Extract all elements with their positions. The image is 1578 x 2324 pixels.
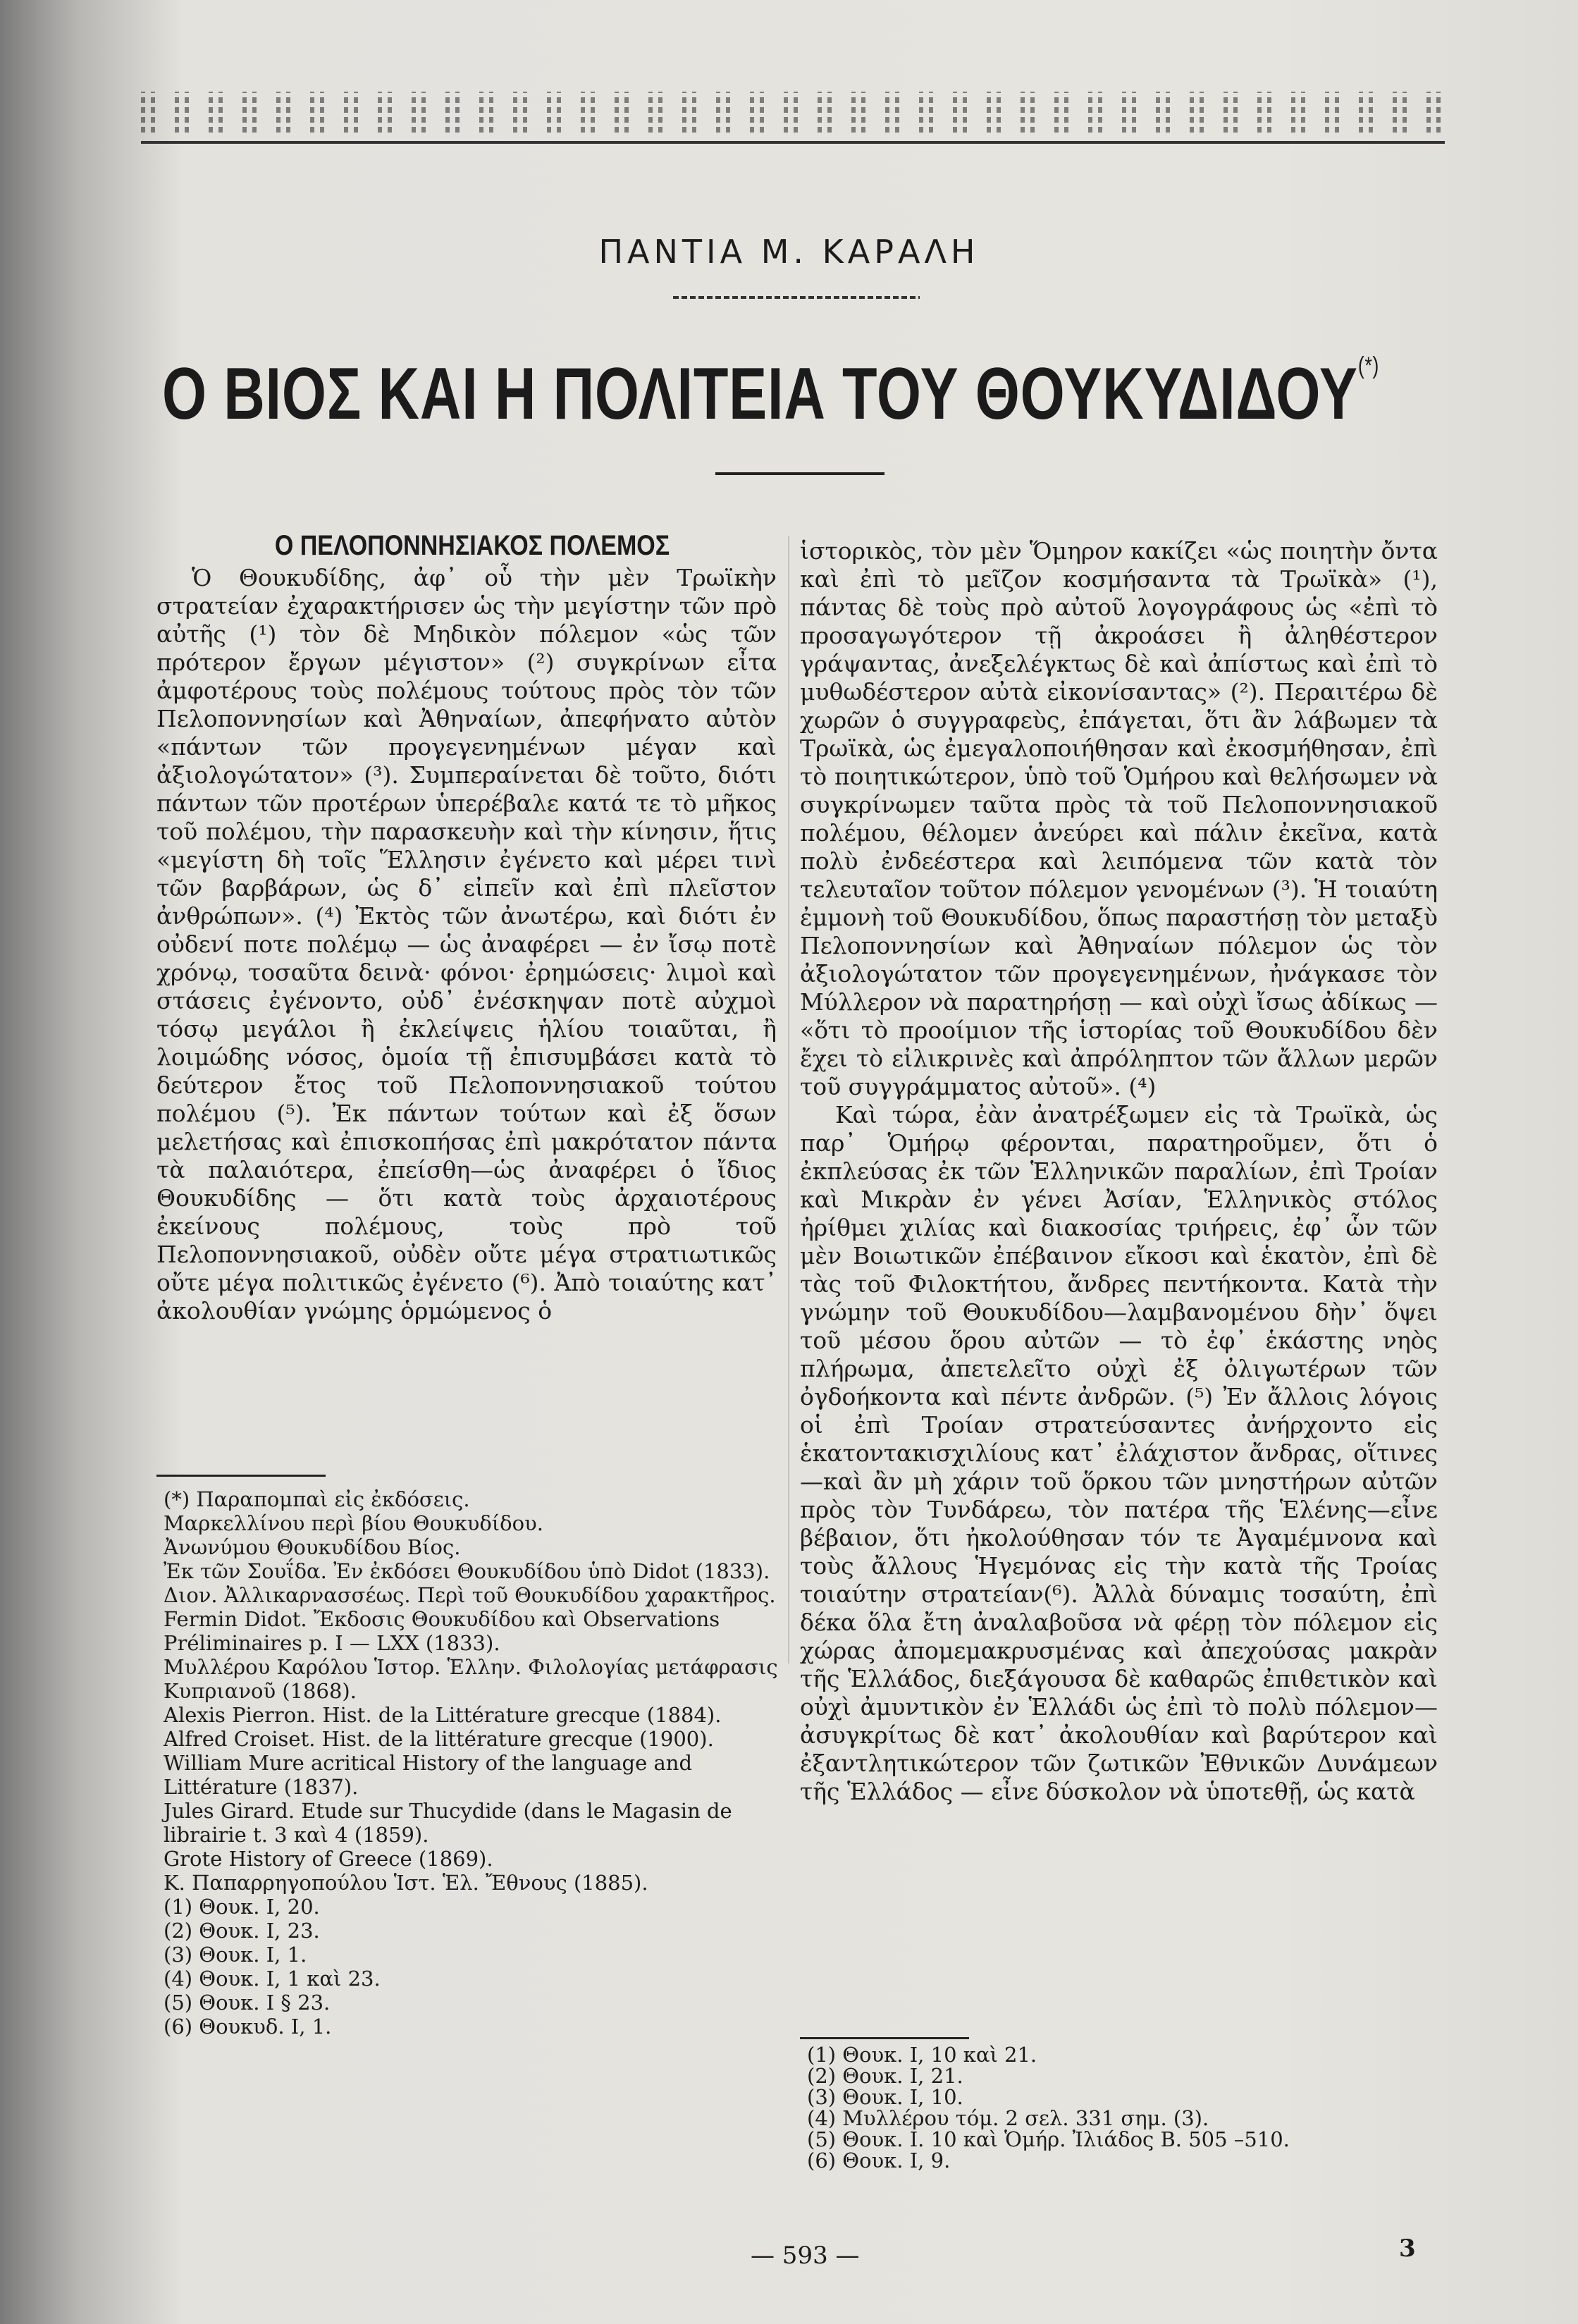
footnote: (1) Θουκ. I, 20. — [164, 1895, 320, 1919]
footnote: Fermin Didot. Ἔκδοσις Θουκυδίδου καὶ Observations Préliminaires p. I — LXX (1833). — [164, 1607, 720, 1655]
footnote: Grote History of Greece (1869). — [164, 1847, 493, 1871]
column-divider — [788, 536, 789, 1664]
author-name: ΠΑΝΤΙΑ Μ. ΚΑΡΑΛΗ — [598, 233, 980, 271]
footnote: (6) Θουκυδ. I, 1. — [164, 2015, 332, 2039]
right-paragraph-2: Καὶ τώρα, ἐὰν ἀνατρέξωμεν εἰς τὰ Τρωϊκὰ, ὡς παρ᾽ Ὁμήρῳ φέρονται, παρατηροῦμεν, ὅτι ὁ ἐκπλεύσας ἐκ τῶν Ἑλληνικῶν παραλίων, ἐπὶ Τροίαν καὶ Μικρὰν ἐν γένει Ἀσίαν, Ἑλληνικὸς στόλος ἠρίθμει χιλίας καὶ διακοσίας τριήρεις, ἐφ᾽ ὧν τῶν μὲν Βοιωτικῶν ἐπέβαινον εἴκοσι καὶ ἑκατὸν, ἐπὶ δὲ τὰς τοῦ Φιλοκτήτου, ἄνδρες πεντήκοντα. Κατὰ τὴν γνώμην τοῦ Θουκυδίδου—λαμβανομένου δὴν᾽ ὅψει τοῦ μέσου ὅρου αὐτῶν — τὸ ἐφ᾽ ἑκάστης νηὸς πλήρωμα, ἀπετελεῖτο οὐχὶ ἐξ ὀλιγωτέρων τῶν ὀγδοήκοντα καὶ πέντε ἀνδρῶν. (⁵) Ἐν ἄλλοις λόγοις οἱ ἐπὶ Τροίαν στρατεύσαντες ἀνήρχοντο εἰς ἑκατοντακισχιλίους κατ᾽ ἐλάχιστον ἄνδρας, οἵτινες—καὶ ἂν μὴ χάριν τοῦ ὅρκου τῶν μνηστήρων αὐτῶν πρὸς τὸν Τυνδάρεω, τὸν πατέρα τῆς Ἑλένης—εἶνε βέβαιον, ὅτι ἠκολούθησαν τόν τε Ἀγαμέμνονα καὶ τοὺς ἄλλους Ἡγεμόνας εἰς τὴν κατὰ τῆς Τροίας τοιαύτην στρατείαν(⁶). Ἀλλὰ δύναμις τοσαύτη, ἐπὶ δέκα ὅλα ἔτη ἀναλαβοῦσα νὰ φέρῃ τὸν πόλεμον εἰς χώρας ἀπομεμακρυσμένας καὶ ἀπεχούσας μακρὰν τῆς Ἑλλάδος, διεξάγουσα δὲ καθαρῶς ἐπιθετικὸν καὶ οὐχὶ ἀμυντικὸν ἐν Ἑλλάδι ὡς ἐπὶ τὸ πολὺ πόλεμον—ἀσυγκρίτως δὲ κατ᾽ ἀκολουθίαν καὶ βαρύτερον καὶ ἐξαντλητικώτερον τῶν ζωτικῶν Ἐθνικῶν Δυνάμεων τῆς Ἑλλάδος — εἶνε δύσκολον νὰ ὑποτεθῇ, ὡς κατὰ — [800, 1101, 1438, 1805]
right-paragraph-1: ἱστορικὸς, τὸν μὲν Ὅμηρον κακίζει «ὡς ποιητὴν ὄντα καὶ ἐπὶ τὸ μεῖζον κοσμήσαντα τὰ Τρωϊκὰ» (¹), πάντας δὲ τοὺς πρὸ αὐτοῦ λογογράφους ὡς «ἐπὶ τὸ προσαγωγότερον τῇ ἀκροάσει ἢ ἀληθέστερον γράψαντας, ἀνεξελέγκτως δὲ καὶ ἀπίστως καὶ ἐπὶ τὸ μυθωδέστερον αὐτὰ εἰκονίσαντας» (²). Περαιτέρω δὲ χωρῶν ὁ συγγραφεὺς, ἐπάγεται, ὅτι ἂν λάβωμεν τὰ Τρωϊκὰ, ὡς ἐμεγαλοποιήθησαν καὶ ἐκοσμήθησαν, ἐπὶ τὸ ποιητικώτερον, ὑπὸ τοῦ Ὁμήρου καὶ θελήσωμεν νὰ συγκρίνωμεν ταῦτα πρὸς τὰ τοῦ Πελοποννησιακοῦ πολέμου, θέλομεν ἀνεύρει καὶ πάλιν ἐκεῖνα, κατὰ πολὺ ἐνδεέστερα καὶ λειπόμενα τῶν κατὰ τὸν τελευταῖον τοῦτον πόλεμον γενομένων (³). Ἡ τοιαύτη ἐμμονὴ τοῦ Θουκυδίδου, ὅπως παραστήσῃ τὸν μεταξὺ Πελοποννησίων καὶ Ἀθηναίων πόλεμον ὡς τὸν ἀξιολογώτατον τῶν προγεγενημένων, ἠνάγκασε τὸν Μύλλερον νὰ παρατηρήσῃ — καὶ οὐχὶ ἴσως ἀδίκως — «ὅτι τὸ προοίμιον τῆς ἱστορίας τοῦ Θουκυδίδου δὲν ἔχει τὸ εἰλικρινὲς καὶ ἀπρόληπτον τῶν ἄλλων μερῶν τοῦ συγγράμματος αὐτοῦ». (⁴) — [800, 537, 1438, 1100]
footnote: (5) Θουκ. I. 10 καὶ Ὁμήρ. Ἰλιάδος Β. 505 –510. — [807, 2127, 1290, 2151]
footnote: William Mure acritical History of the language and Littérature (1837). — [164, 1751, 693, 1799]
footnote: (4) Θουκ. I, 1 καὶ 23. — [164, 1967, 381, 1991]
title-rule — [715, 472, 884, 475]
footnote: (1) Θουκ. I, 10 καὶ 21. — [807, 2043, 1037, 2067]
footnote: (*) Παραπομπαὶ εἰς ἐκδόσεις. — [164, 1487, 470, 1511]
footnote: (4) Μυλλέρου τόμ. 2 σελ. 331 σημ. (3). — [807, 2106, 1209, 2130]
footnote: (5) Θουκ. I § 23. — [164, 1991, 331, 2015]
footnote: Ἐκ τῶν Σουΐδα. Ἐν ἐκδόσει Θουκυδίδου ὑπὸ Didot (1833). — [164, 1559, 770, 1583]
decorative-ornament-band — [141, 92, 1445, 133]
footnote: Μαρκελλίνου περὶ βίου Θουκυδίδου. — [164, 1511, 543, 1535]
footnote-rule-left — [156, 1475, 326, 1477]
page-number: — 593 — — [751, 2242, 860, 2270]
footnote: (3) Θουκ. I, 1. — [164, 1943, 307, 1967]
footnote: Διον. Ἀλλικαρνασσέως. Περὶ τοῦ Θουκυδίδου χαρακτῆρος. — [164, 1583, 776, 1607]
footnote: (2) Θουκ. I, 23. — [164, 1919, 320, 1943]
footnote: Κ. Παπαρρηγοπούλου Ἱστ. Ἑλ. Ἔθνους (1885). — [164, 1871, 648, 1895]
left-column — [156, 564, 777, 1325]
footnote: (3) Θουκ. I, 10. — [807, 2085, 963, 2109]
left-paragraph: Ὁ Θουκυδίδης, ἀφ᾽ οὗ τὴν μὲν Τρωϊκὴν στρατείαν ἐχαρακτήρισεν ὡς τὴν μεγίστην τῶν πρὸ αὐτῆς (¹) τὸν δὲ Μηδικὸν πόλεμον «ὡς τῶν πρότερον ἔργων μέγιστον» (²) συγκρίνων εἶτα ἀμφοτέρους τοὺς πολέμους τούτους πρὸς τὸν τῶν Πελοποννησίων καὶ Ἀθηναίων, ἀπεφήνατο αὐτὸν «πάντων τῶν προγεγενημένων μέγαν καὶ ἀξιολογώτατον» (³). Συμπεραίνεται δὲ τοῦτο, διότι πάντων τῶν προτέρων ὑπερέβαλε κατά τε τὸ μῆκος τοῦ πολέμου, τὴν παρασκευὴν καὶ τὴν κίνησιν, ἥτις «μεγίστη δὴ τοῖς Ἕλλησιν ἐγένετο καὶ μέρει τινὶ τῶν βαρβάρων, ὡς δ᾽ εἰπεῖν καὶ ἐπὶ πλεῖστον ἀνθρώπων». (⁴) Ἐκτὸς τῶν ἀνωτέρω, καὶ διότι ἐν οὐδενί ποτε πολέμῳ — ὡς ἀναφέρει — ἐν ἴσῳ ποτὲ χρόνῳ, τοσαῦτα δεινὰ· φόνοι· ἐρημώσεις· λιμοὶ καὶ στάσεις ἐγένοντο, οὐδ᾽ ἐνέσκηψαν ποτὲ αὐχμοὶ τόσῳ μεγάλοι ἢ ἐκλείψεις ἡλίου τοιαῦται, ἢ λοιμώδης νόσος, ὁμοία τῇ ἐπισυμβάσει κατὰ τὸ δεύτερον ἔτος τοῦ Πελοποννησιακοῦ τούτου πολέμου (⁵). Ἐκ πάντων τούτων καὶ ἐξ ὅσων μελετήσας καὶ ἐπισκοπήσας ἐπὶ μακρότατον πάντα τὰ παλαιότερα, ἐπείσθη—ὡς ἀναφέρει ὁ ἴδιος Θουκυδίδης — ὅτι κατὰ τοὺς ἀρχαιοτέρους ἐκείνους πολέμους, τοὺς πρὸ τοῦ Πελοποννησιακοῦ, οὐδὲν οὔτε μέγα στρατιωτικῶς οὔτε μέγα πολιτικῶς ἐγένετο (⁶). Ἀπὸ τοιαύτης κατ᾽ ἀκολουθίαν γνώμης ὁρμώμενος ὁ — [156, 564, 777, 1324]
right-column — [800, 537, 1438, 1806]
article-title — [162, 352, 1380, 436]
signature-mark: 3 — [1399, 2234, 1416, 2263]
article-title-text: Ο ΒΙΟΣ ΚΑΙ Η ΠΟΛΙΤΕΙΑ ΤΟΥ ΘΟΥΚΥΔΙΔΟΥ — [162, 353, 1358, 435]
author-rule — [673, 296, 920, 299]
footnotes-left — [164, 1487, 784, 2039]
title-footnote-mark: (*) — [1357, 352, 1380, 379]
footnote: Alfred Croiset. Hist. de la littérature grecque (1900). — [164, 1727, 714, 1751]
footnote: (6) Θουκ. I, 9. — [807, 2148, 951, 2172]
footnote-rule-right — [800, 2037, 969, 2039]
footnote: Ἀνωνύμου Θουκυδίδου Βίος. — [164, 1535, 461, 1559]
footnote: Μυλλέρου Καρόλου Ἱστορ. Ἑλλην. Φιλολογίας μετάφρασις Κυπριανοῦ (1868). — [164, 1655, 778, 1703]
section-heading: Ο ΠΕΛΟΠΟΝΝΗΣΙΑΚΟΣ ΠΟΛΕΜΟΣ — [274, 530, 670, 561]
ornament-rule — [141, 141, 1445, 144]
footnotes-right — [807, 2044, 1427, 2171]
footnote: Alexis Pierron. Hist. de la Littérature grecque (1884). — [164, 1703, 722, 1727]
footnote: Jules Girard. Etude sur Thucydide (dans le Magasin de librairie t. 3 καὶ 4 (1859). — [164, 1799, 732, 1847]
footnote: (2) Θουκ. I, 21. — [807, 2064, 963, 2088]
